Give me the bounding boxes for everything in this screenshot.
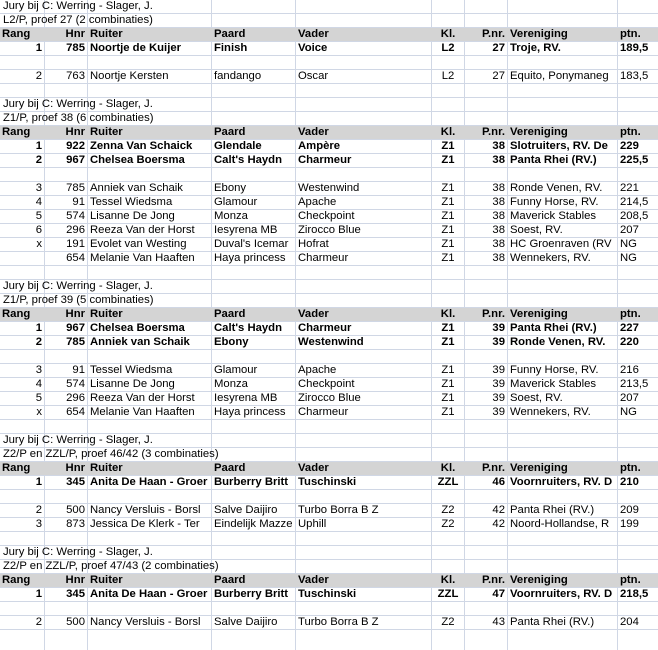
cell-vader[interactable]: Checkpoint [298, 210, 355, 222]
cell-proefnummer[interactable]: 38 [492, 238, 505, 250]
cell-proefnummer[interactable]: 38 [492, 252, 505, 264]
cell-paard[interactable]: Ebony [214, 336, 249, 348]
cell-vereniging[interactable]: Panta Rhei (RV.) [510, 322, 597, 334]
jury-row[interactable] [0, 280, 658, 294]
cell-punten[interactable]: 213,5 [620, 378, 649, 390]
result-row[interactable] [0, 210, 658, 224]
cell-paard[interactable]: Eindelijk Mazze [214, 518, 293, 530]
cell-rang[interactable]: 3 [35, 364, 42, 376]
cell-paard[interactable]: Calt's Haydn [214, 154, 282, 166]
cell-klasse[interactable]: Z1 [441, 196, 455, 208]
cell-punten[interactable]: 227 [620, 322, 639, 334]
cell-rang[interactable]: 1 [35, 476, 42, 488]
result-row[interactable] [0, 378, 658, 392]
cell-klasse[interactable]: Z1 [441, 336, 455, 348]
section-title: Z2/P en ZZL/P, proef 46/42 (3 combinaties) [3, 448, 219, 460]
cell-vader[interactable]: Charmeur [298, 252, 349, 264]
cell-punten[interactable]: NG [620, 238, 637, 250]
section-title: Z1/P, proef 39 (5 combinaties) [3, 294, 154, 306]
cell-hnr[interactable]: 500 [66, 504, 85, 516]
cell-punten[interactable]: 183,5 [620, 70, 649, 82]
cell-klasse[interactable]: Z1 [441, 140, 455, 152]
result-row[interactable] [0, 406, 658, 420]
cell-vader[interactable]: Charmeur [298, 154, 352, 166]
cell-rang[interactable]: 4 [35, 196, 42, 208]
cell-vader[interactable]: Turbo Borra B Z [298, 504, 379, 516]
result-row[interactable] [0, 364, 658, 378]
cell-vader[interactable]: Charmeur [298, 322, 352, 334]
cell-klasse[interactable]: Z1 [441, 224, 455, 236]
result-row[interactable] [0, 182, 658, 196]
cell-vereniging[interactable]: Soest, RV. [510, 224, 563, 236]
cell-vereniging[interactable]: Ronde Venen, RV. [510, 182, 603, 194]
result-row[interactable] [0, 154, 658, 168]
cell-ruiter[interactable]: Lisanne De Jong [90, 210, 175, 222]
result-row[interactable] [0, 476, 658, 490]
cell-klasse[interactable]: Z1 [441, 252, 455, 264]
cell-klasse[interactable]: Z2 [441, 616, 455, 628]
blank-row[interactable] [0, 168, 658, 182]
cell-vader[interactable]: Vader [298, 28, 429, 41]
cell-klasse[interactable]: ZZL [437, 588, 459, 600]
cell-rang[interactable]: x [36, 406, 42, 418]
cell-hnr[interactable]: Hnr [47, 28, 85, 41]
cell-hnr[interactable]: 574 [66, 378, 85, 390]
cell-punten[interactable]: 210 [620, 476, 639, 488]
cell-rang[interactable]: 2 [35, 70, 42, 82]
result-row[interactable] [0, 224, 658, 238]
cell-proefnummer[interactable]: 38 [492, 182, 505, 194]
cell-vereniging[interactable]: Wennekers, RV. [510, 252, 591, 264]
cell-rang[interactable]: 5 [35, 210, 42, 222]
cell-punten[interactable]: 225,5 [620, 154, 649, 166]
cell-vereniging[interactable]: Vereniging [510, 28, 615, 41]
cell-proefnummer[interactable]: 42 [492, 518, 505, 530]
cell-hnr[interactable]: Hnr [47, 462, 85, 475]
cell-paard[interactable]: Monza [214, 378, 248, 390]
cell-rang[interactable]: Rang [2, 308, 42, 321]
cell-vereniging[interactable]: Funny Horse, RV. [510, 196, 599, 208]
cell-vereniging[interactable]: Voornruiters, RV. D [510, 476, 613, 488]
cell-rang[interactable]: 2 [35, 154, 42, 166]
section-title-row[interactable] [0, 560, 658, 574]
section-title-row[interactable] [0, 448, 658, 462]
cell-ruiter[interactable]: Ruiter [90, 126, 209, 139]
result-row[interactable] [0, 238, 658, 252]
cell-hnr[interactable]: 785 [66, 42, 85, 54]
cell-ruiter[interactable]: Ruiter [90, 462, 209, 475]
cell-paard[interactable]: Paard [214, 462, 293, 475]
cell-klasse[interactable]: Kl. [434, 126, 462, 139]
cell-paard[interactable]: Glamour [214, 364, 258, 376]
cell-paard[interactable]: Ebony [214, 182, 247, 194]
cell-ruiter[interactable]: Ruiter [90, 574, 209, 587]
cell-ruiter[interactable]: Chelsea Boersma [90, 154, 185, 166]
cell-vereniging[interactable]: Vereniging [510, 462, 615, 475]
cell-ruiter[interactable]: Tessel Wiedsma [90, 196, 173, 208]
cell-ruiter[interactable]: Zenna Van Schaick [90, 140, 193, 152]
cell-punten[interactable]: 220 [620, 336, 639, 348]
cell-ruiter[interactable]: Noortje de Kuijer [90, 42, 182, 54]
cell-hnr[interactable]: 967 [66, 154, 85, 166]
cell-punten[interactable]: 207 [620, 224, 639, 236]
cell-ruiter[interactable]: Melanie Van Haaften [90, 252, 195, 264]
result-row[interactable] [0, 518, 658, 532]
cell-ruiter[interactable]: Chelsea Boersma [90, 322, 185, 334]
cell-klasse[interactable]: Kl. [434, 28, 462, 41]
cell-paard[interactable]: fandango [214, 70, 262, 82]
cell-ruiter[interactable]: Anniek van Schaik [90, 182, 183, 194]
blank-row[interactable] [0, 350, 658, 364]
cell-vader[interactable]: Ampère [298, 140, 341, 152]
cell-paard[interactable]: Monza [214, 210, 248, 222]
cell-paard[interactable]: Paard [214, 28, 293, 41]
result-row[interactable] [0, 336, 658, 350]
header-row[interactable] [0, 308, 658, 322]
jury-row[interactable] [0, 0, 658, 14]
cell-vereniging[interactable]: Noord-Hollandse, R [510, 518, 610, 530]
cell-vader[interactable]: Turbo Borra B Z [298, 616, 379, 628]
jury-label: Jury bij C: Werring - Slager, J. [3, 434, 153, 446]
header-row[interactable] [0, 126, 658, 140]
cell-ruiter[interactable]: Anniek van Schaik [90, 336, 190, 348]
cell-punten[interactable]: 229 [620, 140, 639, 152]
result-row[interactable] [0, 504, 658, 518]
jury-row[interactable] [0, 546, 658, 560]
cell-ruiter[interactable]: Melanie Van Haaften [90, 406, 195, 418]
result-row[interactable] [0, 42, 658, 56]
cell-proefnummer[interactable]: 38 [492, 154, 505, 166]
cell-vereniging[interactable]: Equito, Ponymaneg [510, 70, 609, 82]
cell-paard[interactable]: Paard [214, 574, 293, 587]
cell-paard[interactable]: Burberry Britt [214, 588, 289, 600]
blank-row[interactable] [0, 266, 658, 280]
cell-klasse[interactable]: Z2 [441, 504, 455, 516]
cell-klasse[interactable]: Z1 [441, 378, 455, 390]
cell-hnr[interactable]: Hnr [47, 574, 85, 587]
cell-vereniging[interactable]: Ronde Venen, RV. [510, 336, 606, 348]
jury-row[interactable] [0, 98, 658, 112]
cell-vereniging[interactable]: Panta Rhei (RV.) [510, 504, 595, 516]
result-row[interactable] [0, 616, 658, 630]
cell-hnr[interactable]: 191 [66, 238, 85, 250]
cell-paard[interactable]: Burberry Britt [214, 476, 289, 488]
cell-vereniging[interactable]: HC Groenraven (RV [510, 238, 612, 250]
cell-vereniging[interactable]: Voornruiters, RV. D [510, 588, 613, 600]
cell-punten[interactable]: 207 [620, 392, 639, 404]
blank-row[interactable] [0, 490, 658, 504]
cell-rang[interactable]: 3 [35, 182, 42, 194]
cell-proefnummer[interactable]: 39 [492, 392, 505, 404]
cell-punten[interactable]: 216 [620, 364, 639, 376]
cell-ruiter[interactable]: Anita De Haan - Groer [90, 588, 208, 600]
jury-label: Jury bij C: Werring - Slager, J. [3, 280, 153, 292]
cell-klasse[interactable]: Kl. [434, 308, 462, 321]
cell-paard[interactable]: Haya princess [214, 252, 286, 264]
cell-ruiter[interactable]: Noortje Kersten [90, 70, 169, 82]
cell-vader[interactable]: Zirocco Blue [298, 224, 361, 236]
cell-hnr[interactable]: 785 [66, 336, 85, 348]
cell-hnr[interactable]: 574 [66, 210, 85, 222]
cell-klasse[interactable]: Kl. [434, 574, 462, 587]
cell-vereniging[interactable]: Maverick Stables [510, 378, 597, 390]
result-row[interactable] [0, 392, 658, 406]
cell-paard[interactable]: Iesyrena MB [214, 224, 278, 236]
result-row[interactable] [0, 70, 658, 84]
cell-ruiter[interactable]: Ruiter [90, 28, 209, 41]
cell-vereniging[interactable]: Panta Rhei (RV.) [510, 616, 595, 628]
cell-punten[interactable]: NG [620, 252, 637, 264]
cell-rang[interactable]: 1 [35, 140, 42, 152]
cell-punten[interactable]: 204 [620, 616, 639, 628]
cell-ruiter[interactable]: Nancy Versluis - Borsl [90, 504, 201, 516]
cell-vader[interactable]: Vader [298, 126, 429, 139]
section-title: Z1/P, proef 38 (6 combinaties) [3, 112, 154, 124]
cell-klasse[interactable]: Z1 [441, 182, 455, 194]
cell-punten[interactable]: 214,5 [620, 196, 649, 208]
cell-punten[interactable]: ptn. [620, 126, 655, 139]
cell-rang[interactable]: 1 [35, 588, 42, 600]
cell-ruiter[interactable]: Nancy Versluis - Borsl [90, 616, 201, 628]
cell-vader[interactable]: Vader [298, 462, 429, 475]
cell-hnr[interactable]: 967 [66, 322, 85, 334]
cell-vereniging[interactable]: Wennekers, RV. [510, 406, 591, 418]
section-title-row[interactable] [0, 14, 658, 28]
cell-hnr[interactable]: 91 [72, 196, 85, 208]
cell-klasse[interactable]: L2 [441, 70, 455, 82]
cell-proefnummer[interactable]: P.nr. [467, 28, 505, 41]
cell-paard[interactable]: Glendale [214, 140, 262, 152]
cell-hnr[interactable]: Hnr [47, 126, 85, 139]
cell-hnr[interactable]: 654 [66, 252, 85, 264]
cell-vader[interactable]: Vader [298, 574, 429, 587]
cell-vereniging[interactable]: Vereniging [510, 308, 615, 321]
section-title-row[interactable] [0, 112, 658, 126]
cell-vader[interactable]: Apache [298, 364, 337, 376]
cell-proefnummer[interactable]: P.nr. [467, 574, 505, 587]
cell-vader[interactable]: Checkpoint [298, 378, 355, 390]
cell-punten[interactable]: 218,5 [620, 588, 649, 600]
cell-rang[interactable]: Rang [2, 574, 42, 587]
cell-vader[interactable]: Hofrat [298, 238, 329, 250]
section-title-row[interactable] [0, 294, 658, 308]
result-row[interactable] [0, 196, 658, 210]
cell-proefnummer[interactable]: 38 [492, 210, 505, 222]
cell-ruiter[interactable]: Ruiter [90, 308, 209, 321]
cell-klasse[interactable]: Z1 [441, 406, 455, 418]
header-row[interactable] [0, 462, 658, 476]
cell-punten[interactable]: ptn. [620, 462, 655, 475]
section-title: L2/P, proef 27 (2 combinaties) [3, 14, 153, 26]
cell-proefnummer[interactable]: P.nr. [467, 126, 505, 139]
cell-klasse[interactable]: L2 [441, 42, 455, 54]
cell-klasse[interactable]: Z1 [441, 392, 455, 404]
jury-label: Jury bij C: Werring - Slager, J. [3, 0, 153, 12]
cell-punten[interactable]: ptn. [620, 574, 655, 587]
cell-rang[interactable]: Rang [2, 28, 42, 41]
cell-ruiter[interactable]: Reeza Van der Horst [90, 392, 195, 404]
cell-klasse[interactable]: Z1 [441, 322, 455, 334]
cell-hnr[interactable]: 296 [66, 392, 85, 404]
cell-vereniging[interactable]: Maverick Stables [510, 210, 597, 222]
cell-rang[interactable]: x [36, 238, 42, 250]
cell-hnr[interactable]: 296 [66, 224, 85, 236]
blank-row[interactable] [0, 420, 658, 434]
cell-hnr[interactable]: 345 [66, 476, 85, 488]
cell-hnr[interactable]: 91 [72, 364, 85, 376]
cell-punten[interactable]: 189,5 [620, 42, 649, 54]
cell-paard[interactable]: Duval's Icemar [214, 238, 289, 250]
cell-vereniging[interactable]: Funny Horse, RV. [510, 364, 599, 376]
cell-klasse[interactable]: Z1 [441, 154, 455, 166]
cell-proefnummer[interactable]: 39 [492, 406, 505, 418]
cell-vereniging[interactable]: Soest, RV. [510, 392, 563, 404]
blank-row[interactable] [0, 56, 658, 70]
cell-proefnummer[interactable]: P.nr. [467, 462, 505, 475]
cell-rang[interactable]: Rang [2, 462, 42, 475]
cell-proefnummer[interactable]: 27 [492, 42, 505, 54]
cell-rang[interactable]: 5 [35, 392, 42, 404]
cell-klasse[interactable]: Z2 [441, 518, 455, 530]
cell-vereniging[interactable]: Vereniging [510, 574, 615, 587]
result-row[interactable] [0, 252, 658, 266]
cell-proefnummer[interactable]: 27 [492, 70, 505, 82]
cell-hnr[interactable]: 873 [66, 518, 85, 530]
cell-punten[interactable]: ptn. [620, 28, 655, 41]
cell-rang[interactable]: Rang [2, 126, 42, 139]
cell-klasse[interactable]: Z1 [441, 364, 455, 376]
cell-punten[interactable]: 221 [620, 182, 639, 194]
cell-proefnummer[interactable]: 38 [492, 224, 505, 236]
cell-ruiter[interactable]: Evolet van Westing [90, 238, 187, 250]
cell-rang[interactable] [2, 252, 42, 265]
cell-paard[interactable]: Iesyrena MB [214, 392, 278, 404]
cell-vader[interactable]: Tuschinski [298, 476, 357, 488]
cell-vader[interactable]: Uphill [298, 518, 327, 530]
cell-punten[interactable]: NG [620, 406, 637, 418]
cell-proefnummer[interactable]: 39 [492, 336, 505, 348]
cell-proefnummer[interactable]: P.nr. [467, 308, 505, 321]
cell-vereniging[interactable]: Slotruiters, RV. De [510, 140, 608, 152]
cell-hnr[interactable]: 763 [66, 70, 85, 82]
cell-paard[interactable]: Salve Daijiro [214, 504, 278, 516]
cell-rang[interactable]: 2 [35, 336, 42, 348]
cell-proefnummer[interactable]: 46 [492, 476, 505, 488]
cell-hnr[interactable]: Hnr [47, 308, 85, 321]
cell-proefnummer[interactable]: 47 [492, 588, 505, 600]
cell-ruiter[interactable]: Jessica De Klerk - Ter [90, 518, 200, 530]
cell-paard[interactable]: Calt's Haydn [214, 322, 282, 334]
cell-ruiter[interactable]: Anita De Haan - Groer [90, 476, 208, 488]
cell-hnr[interactable]: 500 [66, 616, 85, 628]
result-row[interactable] [0, 140, 658, 154]
cell-vader[interactable]: Westenwind [298, 336, 364, 348]
cell-vader[interactable]: Zirocco Blue [298, 392, 361, 404]
cell-proefnummer[interactable]: 39 [492, 322, 505, 334]
cell-vader[interactable]: Voice [298, 42, 328, 54]
cell-vader[interactable]: Oscar [298, 70, 329, 82]
cell-proefnummer[interactable]: 39 [492, 378, 505, 390]
cell-vader[interactable]: Vader [298, 308, 429, 321]
cell-paard[interactable]: Haya princess [214, 406, 286, 418]
cell-paard[interactable]: Paard [214, 126, 293, 139]
cell-proefnummer[interactable]: 43 [492, 616, 505, 628]
blank-row[interactable] [0, 602, 658, 616]
cell-punten[interactable]: 208,5 [620, 210, 649, 222]
jury-label: Jury bij C: Werring - Slager, J. [3, 546, 153, 558]
cell-ruiter[interactable]: Reeza Van der Horst [90, 224, 195, 236]
cell-ruiter[interactable]: Lisanne De Jong [90, 378, 175, 390]
cell-vader[interactable]: Apache [298, 196, 337, 208]
section-title: Z2/P en ZZL/P, proef 47/43 (2 combinaties) [3, 560, 219, 572]
cell-hnr[interactable]: 345 [66, 588, 85, 600]
cell-vader[interactable]: Tuschinski [298, 588, 357, 600]
cell-hnr[interactable]: 922 [66, 140, 85, 152]
cell-rang[interactable]: 4 [35, 378, 42, 390]
cell-rang[interactable]: 1 [35, 322, 42, 334]
result-row[interactable] [0, 322, 658, 336]
cell-klasse[interactable]: Z1 [441, 210, 455, 222]
cell-punten[interactable]: 209 [620, 504, 639, 516]
cell-vereniging[interactable]: Vereniging [510, 126, 615, 139]
result-row[interactable] [0, 588, 658, 602]
cell-vader[interactable]: Westenwind [298, 182, 360, 194]
cell-proefnummer[interactable]: 39 [492, 364, 505, 376]
cell-paard[interactable]: Salve Daijiro [214, 616, 278, 628]
cell-paard[interactable]: Paard [214, 308, 293, 321]
jury-label: Jury bij C: Werring - Slager, J. [3, 98, 153, 110]
cell-proefnummer[interactable]: 38 [492, 196, 505, 208]
cell-rang[interactable]: 2 [35, 616, 42, 628]
cell-rang[interactable]: 6 [35, 224, 42, 236]
cell-paard[interactable]: Finish [214, 42, 248, 54]
cell-klasse[interactable]: Kl. [434, 462, 462, 475]
cell-punten[interactable]: 199 [620, 518, 639, 530]
cell-hnr[interactable]: 654 [66, 406, 85, 418]
cell-paard[interactable]: Glamour [214, 196, 258, 208]
cell-hnr[interactable]: 785 [66, 182, 85, 194]
cell-vader[interactable]: Charmeur [298, 406, 349, 418]
cell-klasse[interactable]: ZZL [437, 476, 459, 488]
header-row[interactable] [0, 574, 658, 588]
cell-vereniging[interactable]: Troje, RV. [510, 42, 561, 54]
blank-row[interactable] [0, 84, 658, 98]
cell-vereniging[interactable]: Panta Rhei (RV.) [510, 154, 597, 166]
cell-rang[interactable]: 1 [35, 42, 42, 54]
cell-punten[interactable]: ptn. [620, 308, 655, 321]
cell-proefnummer[interactable]: 38 [492, 140, 505, 152]
cell-rang[interactable]: 2 [35, 504, 42, 516]
header-row[interactable] [0, 28, 658, 42]
cell-rang[interactable]: 3 [35, 518, 42, 530]
cell-klasse[interactable]: Z1 [441, 238, 455, 250]
cell-ruiter[interactable]: Tessel Wiedsma [90, 364, 173, 376]
jury-row[interactable] [0, 434, 658, 448]
cell-proefnummer[interactable]: 42 [492, 504, 505, 516]
blank-row[interactable] [0, 532, 658, 546]
